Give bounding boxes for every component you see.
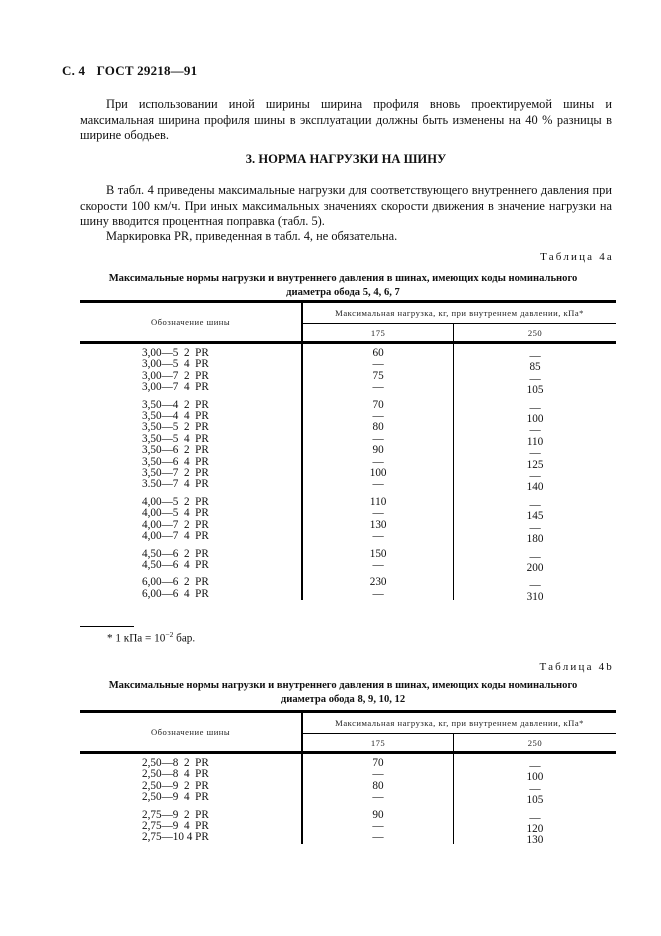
cell-load-175: —: [302, 769, 453, 780]
cell-tire-designation: 2,75—9 4 PR: [142, 820, 209, 833]
cell-load-175: —: [302, 382, 453, 393]
cell-load-250: —: [454, 425, 616, 436]
cell-tire-designation: 3,00—7 2 PR: [142, 369, 209, 382]
cell-tire-designation: 2,50—8 2 PR: [142, 757, 209, 769]
footnote-divider: [80, 626, 134, 627]
table-row: [80, 753, 616, 770]
cell-tire-designation: 3,00—7 4 PR: [142, 381, 209, 394]
cell-load-250: —: [454, 471, 616, 482]
table-row: [80, 832, 616, 843]
table-row: [80, 589, 616, 600]
table-4a-title: Максимальные нормы нагрузки и внутреннего давления в шинах, имеющих коды номинального диаметра обода 5, 4, 6, 7: [108, 273, 578, 298]
cell-load-175: 110: [302, 497, 453, 508]
cell-load-175: 150: [302, 549, 453, 560]
cell-tire-designation: 4,00—7 4 PR: [142, 530, 209, 543]
cell-tire-designation: 4,00—5 2 PR: [142, 495, 209, 508]
cell-tire-designation: 2,75—10 4 PR: [142, 831, 209, 844]
table-row: [80, 531, 616, 542]
cell-load-250: 120: [453, 824, 616, 835]
table-4a-label: Таблица 4а: [540, 251, 614, 263]
header-pressure-250: 250: [453, 734, 616, 753]
cell-load-250: 100: [454, 414, 616, 425]
header-pressure-175: 175: [302, 324, 453, 343]
cell-tire-designation: 3,00—5 4 PR: [142, 358, 209, 371]
cell-tire-designation: 4,00—7 2 PR: [142, 518, 209, 531]
cell-tire-designation: 3,50—5 2 PR: [142, 421, 209, 434]
cell-load-250: —: [454, 523, 616, 534]
cell-load-250: —: [454, 500, 616, 511]
footnote-unit: бар.: [173, 632, 196, 645]
cell-load-250: —: [453, 756, 616, 773]
cell-load-250: 125: [454, 460, 616, 471]
cell-load-250: —: [454, 580, 616, 591]
cell-load-175: 70: [302, 400, 453, 411]
table-4b: [80, 710, 616, 847]
header-max-load-group: Максимальная нагрузка, кг, при внутреннем давлении, кПа*: [302, 302, 616, 324]
cell-load-175: —: [302, 359, 453, 370]
header-max-load-group: Максимальная нагрузка, кг, при внутреннем давлении, кПа*: [302, 712, 616, 734]
cell-tire-designation: 3.50—7 4 PR: [142, 478, 209, 491]
cell-load-175: 230: [302, 577, 453, 588]
cell-load-250: —: [454, 448, 616, 459]
cell-load-250: 310: [454, 592, 616, 603]
table-row: [80, 577, 616, 588]
cell-tire-designation: 3,50—4 2 PR: [142, 398, 209, 411]
table-row: [80, 792, 616, 803]
cell-tire-designation: 4,50—6 2 PR: [142, 547, 209, 560]
section-title: 3. НОРМА НАГРУЗКИ НА ШИНУ: [245, 152, 447, 166]
cell-load-250: 85: [454, 362, 616, 373]
cell-tire-designation: 2,50—9 4 PR: [142, 791, 209, 804]
paragraph-pr-marking: Маркировка PR, приведенная в табл. 4, не обязательна.: [106, 229, 398, 243]
table-4b-label: Таблица 4b: [539, 661, 614, 673]
cell-load-175: —: [302, 589, 453, 600]
table-4a: [80, 300, 616, 603]
page-header: [62, 63, 197, 79]
header-tire-designation: Обозначение шины: [80, 302, 302, 343]
cell-load-175: 130: [302, 520, 453, 531]
cell-tire-designation: 3,50—5 4 PR: [142, 432, 209, 445]
paragraph-load-table-intro: В табл. 4 приведены максимальные нагрузки для соответствующего внутреннего давления при скорости 100 км/ч. При иных максимальных значениях скорости движения в значение нагрузки на шину вводится процентная поправка (табл. 5).: [80, 183, 612, 228]
cell-load-175: 100: [302, 468, 453, 479]
cell-tire-designation: 3,50—6 4 PR: [142, 455, 209, 468]
cell-tire-designation: 4,50—6 4 PR: [142, 558, 209, 571]
table-row: [80, 445, 616, 456]
cell-load-250: 200: [454, 563, 616, 574]
footnote-exponent: −2: [165, 630, 174, 639]
cell-load-175: —: [302, 821, 453, 832]
cell-load-175: —: [302, 560, 453, 571]
cell-tire-designation: 6,00—6 2 PR: [142, 576, 209, 589]
table-row: [80, 343, 616, 360]
cell-load-250: 100: [453, 772, 616, 783]
cell-load-175: 70: [302, 753, 453, 770]
header-tire-designation: Обозначение шины: [80, 712, 302, 753]
cell-load-175: 90: [302, 445, 453, 456]
cell-load-250: 145: [454, 511, 616, 522]
standard-number: ГОСТ 29218—91: [96, 63, 198, 78]
cell-tire-designation: 2,50—8 4 PR: [142, 768, 209, 781]
cell-load-175: 80: [302, 781, 453, 792]
cell-tire-designation: 6,00—6 4 PR: [142, 587, 209, 600]
table-row: [80, 560, 616, 571]
cell-load-175: —: [302, 457, 453, 468]
cell-load-250: —: [454, 346, 616, 363]
cell-load-175: —: [302, 792, 453, 803]
cell-load-250: 105: [453, 795, 616, 806]
cell-load-250: 130: [453, 835, 616, 846]
cell-load-175: —: [302, 832, 453, 843]
cell-load-250: 105: [454, 385, 616, 396]
footnote-text: * 1 кПа = 10: [107, 632, 166, 645]
cell-load-250: —: [453, 784, 616, 795]
cell-tire-designation: 2,75—9 2 PR: [142, 808, 209, 821]
table-row: [80, 508, 616, 519]
cell-tire-designation: 3,00—5 2 PR: [142, 347, 209, 359]
cell-tire-designation: 2,50—9 2 PR: [142, 779, 209, 792]
page-number: С. 4: [62, 63, 86, 78]
footnote-kpa-bar: [107, 630, 195, 645]
cell-load-175: 60: [302, 343, 453, 360]
table-row: [80, 382, 616, 393]
cell-tire-designation: 3,50—6 2 PR: [142, 444, 209, 457]
header-pressure-175: 175: [302, 734, 453, 753]
cell-load-175: —: [302, 531, 453, 542]
cell-load-175: 80: [302, 422, 453, 433]
cell-load-250: 140: [454, 482, 616, 493]
cell-load-175: —: [302, 434, 453, 445]
header-pressure-250: 250: [454, 324, 616, 343]
cell-load-250: —: [454, 403, 616, 414]
cell-tire-designation: 4,00—5 4 PR: [142, 507, 209, 520]
cell-load-250: —: [453, 813, 616, 824]
cell-load-250: 110: [454, 437, 616, 448]
paragraph-rim-width: При использовании иной ширины ширина профиля вновь проектируемой шины и максимальная ширина профиля шины в эксплуатации должны быть изменены на 40 % разницы в ширине ободьев.: [80, 97, 612, 142]
cell-load-250: —: [454, 374, 616, 385]
cell-load-175: —: [302, 411, 453, 422]
cell-load-175: —: [302, 508, 453, 519]
table-4b-title: Максимальные нормы нагрузки и внутреннего давления в шинах, имеющих коды номинального диаметра обода 8, 9, 10, 12: [108, 680, 578, 705]
cell-tire-designation: 3,50—4 4 PR: [142, 410, 209, 423]
cell-load-175: 90: [302, 810, 453, 821]
cell-load-250: —: [454, 552, 616, 563]
cell-load-175: —: [302, 479, 453, 490]
cell-load-250: 180: [454, 534, 616, 545]
cell-load-175: 75: [302, 371, 453, 382]
table-row: [80, 479, 616, 490]
cell-tire-designation: 3,50—7 2 PR: [142, 467, 209, 480]
